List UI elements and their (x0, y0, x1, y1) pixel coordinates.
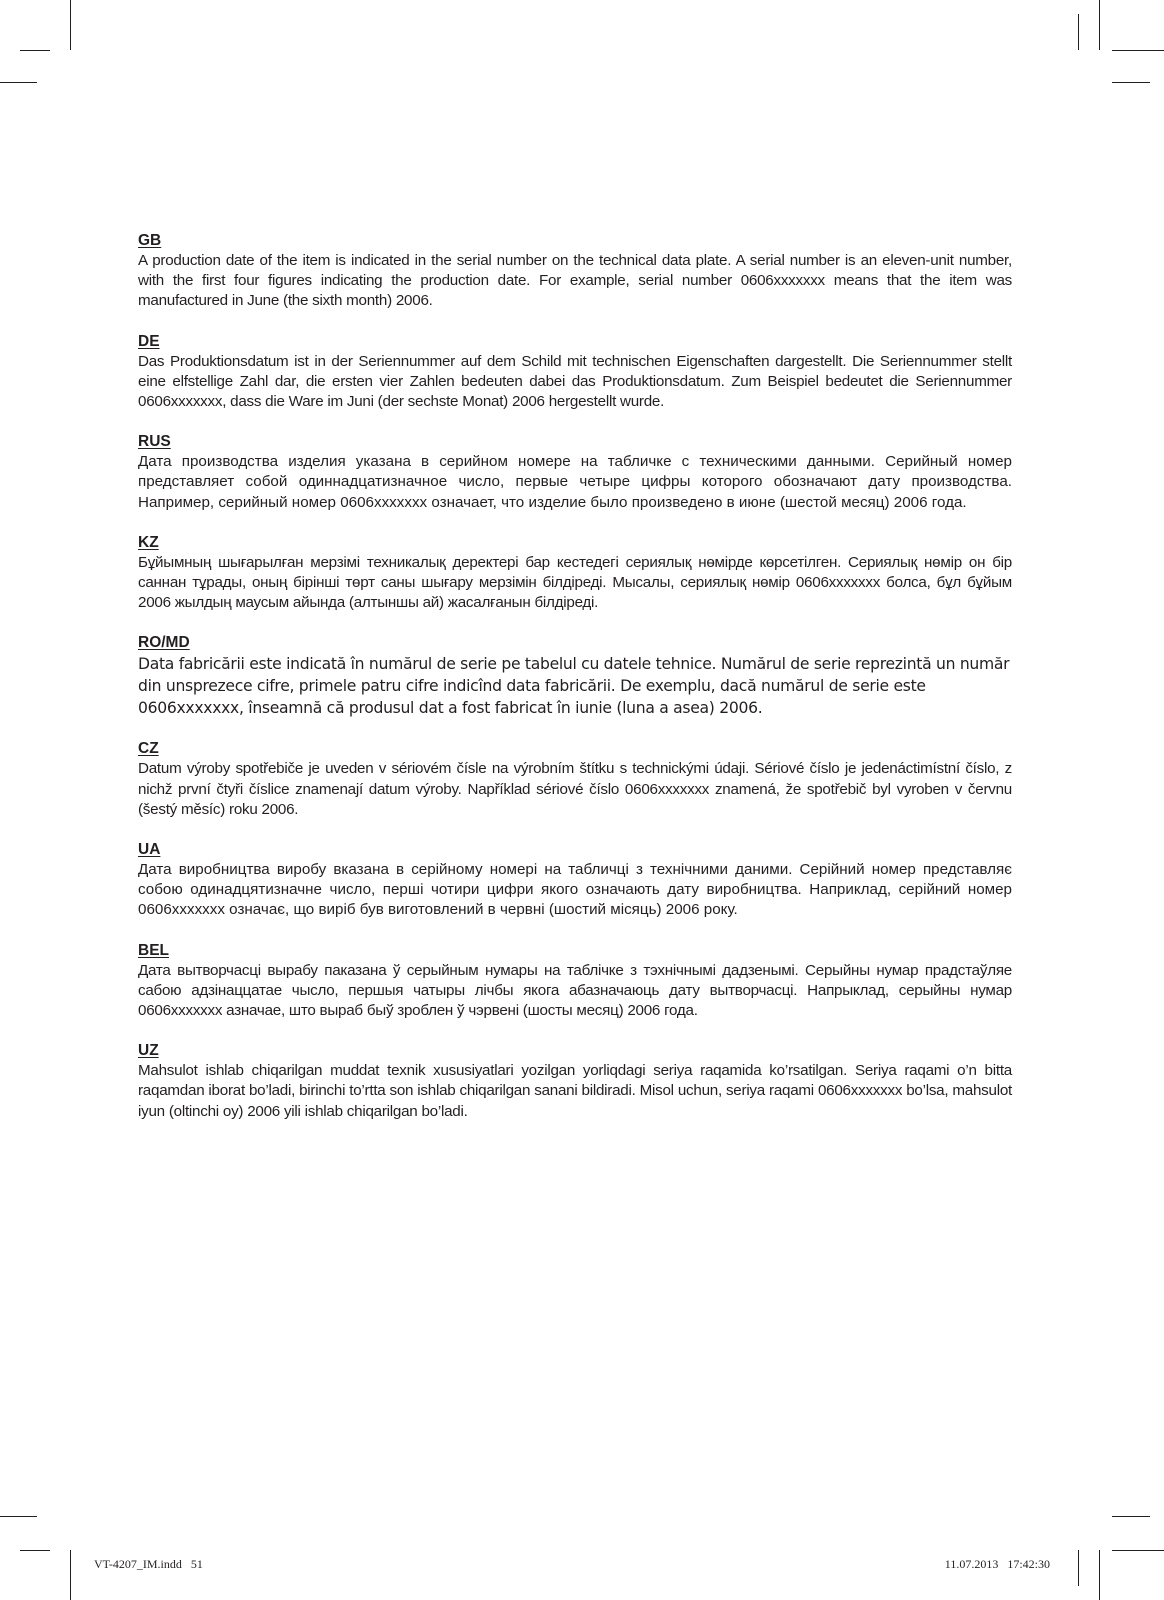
section-gb (138, 231, 1012, 312)
crop-mark (20, 1550, 50, 1551)
section-heading: BEL (138, 941, 169, 959)
crop-mark (1099, 0, 1100, 50)
footer-file-label: VT-4207_IM.indd 51 (94, 1557, 203, 1571)
section-heading: RUS (138, 433, 171, 451)
crop-mark (1099, 1550, 1100, 1600)
section-heading: RO/MD (138, 634, 190, 652)
footer-datetime: 11.07.2013 17:42:30 (944, 1557, 1050, 1571)
section-text: Дата производства изделия указана в серийном номере на табличке с техническими данными. Серийный номер представляет собой одиннадцатизначное число, первые четыре цифры которого обозначают дату производства. Например, серийный номер 0606xxxxxxx означает, что изделие было произведено в июне (шестой месяц) 2006 года. (138, 453, 1012, 511)
crop-mark (1078, 1550, 1079, 1586)
document-content (138, 231, 1012, 1142)
section-heading: UZ (138, 1042, 159, 1060)
crop-mark (1112, 50, 1164, 51)
crop-mark (70, 1550, 71, 1600)
section-heading: CZ (138, 740, 159, 758)
section-bel (138, 941, 1012, 1022)
section-text: Mahsulot ishlab chiqarilgan muddat texnik xususiyatlari yozilgan yorliqdagi seriya raqamida ko’rsatilgan. Seriya raqami o’n bitta raqamdan iborat bo’ladi, birinchi to’rtta son ishlab chiqarilgan sanani bildiradi. Misol uchun, seriya raqami 0606xxxxxxx bo’lsa, mahsulot iyun (oltinchi oy) 2006 yili ishlab chiqarilgan bo’ladi. (138, 1062, 1012, 1120)
section-text: Дата виробництва виробу вказана в серійному номері на табличці з технічними даними. Серійний номер представляє собою одинадцятизначне число, перші чотири цифри якого означають дату виробництва. Наприклад, серійний номер 0606xxxxxxx означає, що виріб був виготовлений в червні (шостий місяць) 2006 року. (138, 861, 1012, 919)
section-text: Бұйымның шығарылған мерзімі техникалық деректері бар кестедегі сериялық нөмірде көрсетілген. Сериялық нөмір он бір саннан тұрады, оның бірінші төрт саны шығару мерзімін білдіреді. Мысалы, сериялық нөмір 0606xxxxxxx болса, бұл бұйым 2006 жылдың маусым айында (алтыншы ай) жасалғанын білдіреді. (138, 553, 1012, 612)
section-text: Дата вытворчасці вырабу паказана ў серыйным нумары на таблічке з тэхнічнымі дадзенымі. Серыйны нумар прадстаўляе сабою адзінаццатае чысло, першыя чатыры лічбы якога абазначаюць дату вытворчасці. Напрыклад, серыйны нумар 0606xxxxxxx азначае, што выраб быў зроблен ў чэрвені (шосты месяц) 2006 года. (138, 961, 1012, 1020)
section-text: Das Produktionsdatum ist in der Seriennummer auf dem Schild mit technischen Eigenschaften dargestellt. Die Seriennummer stellt eine elfstellige Zahl dar, die ersten vier Zahlen bedeuten dabei das Produktionsdatum. Zum Beispiel bedeutet die Seriennummer 0606xxxxxxx, dass die Ware im Juni (der sechste Monat) 2006 hergestellt wurde. (138, 352, 1012, 411)
section-text: Data fabricării este indicată în numărul de serie pe tabelul cu datele tehnice. Numărul de serie reprezintă un număr din unsprezece cifre, primele patru cifre indicînd data fabricării. De exemplu, dacă numărul de serie este 0606xxxxxxx, înseamnă că produsul dat a fost fabricat în iunie (luna a asea) 2006. (138, 655, 1010, 718)
crop-mark (1112, 1550, 1164, 1551)
section-ro-md (138, 633, 1012, 719)
crop-mark (1078, 14, 1079, 50)
section-heading: GB (138, 232, 162, 249)
section-uz (138, 1041, 1012, 1122)
section-cz (138, 739, 1012, 820)
section-text: Datum výroby spotřebiče je uveden v sériovém čísle na výrobním štítku s technickými údaji. Sériové číslo je jedenáctimístní číslo, z nichž první čtyři číslice znamenají datum výroby. Například sériové číslo 0606xxxxxxx znamená, že spotřebič byl vyroben v červnu (šestý měsíc) roku 2006. (138, 760, 1012, 818)
section-heading: KZ (138, 533, 159, 551)
section-heading: DE (138, 332, 160, 350)
section-ua (138, 840, 1012, 921)
crop-mark (1112, 82, 1150, 83)
section-heading: UA (138, 841, 161, 859)
crop-mark (1112, 1516, 1150, 1517)
section-de (138, 332, 1012, 413)
crop-mark (0, 1516, 37, 1517)
section-kz (138, 533, 1012, 614)
crop-mark (0, 82, 37, 83)
crop-mark (20, 50, 50, 51)
crop-mark (70, 0, 71, 50)
section-text: A production date of the item is indicated in the serial number on the technical data plate. A serial number is an eleven-unit number, with the first four figures indicating the production date. For example, serial number 0606xxxxxxx means that the item was manufactured in June (the sixth month) 2006. (138, 252, 1012, 310)
section-rus (138, 432, 1012, 513)
